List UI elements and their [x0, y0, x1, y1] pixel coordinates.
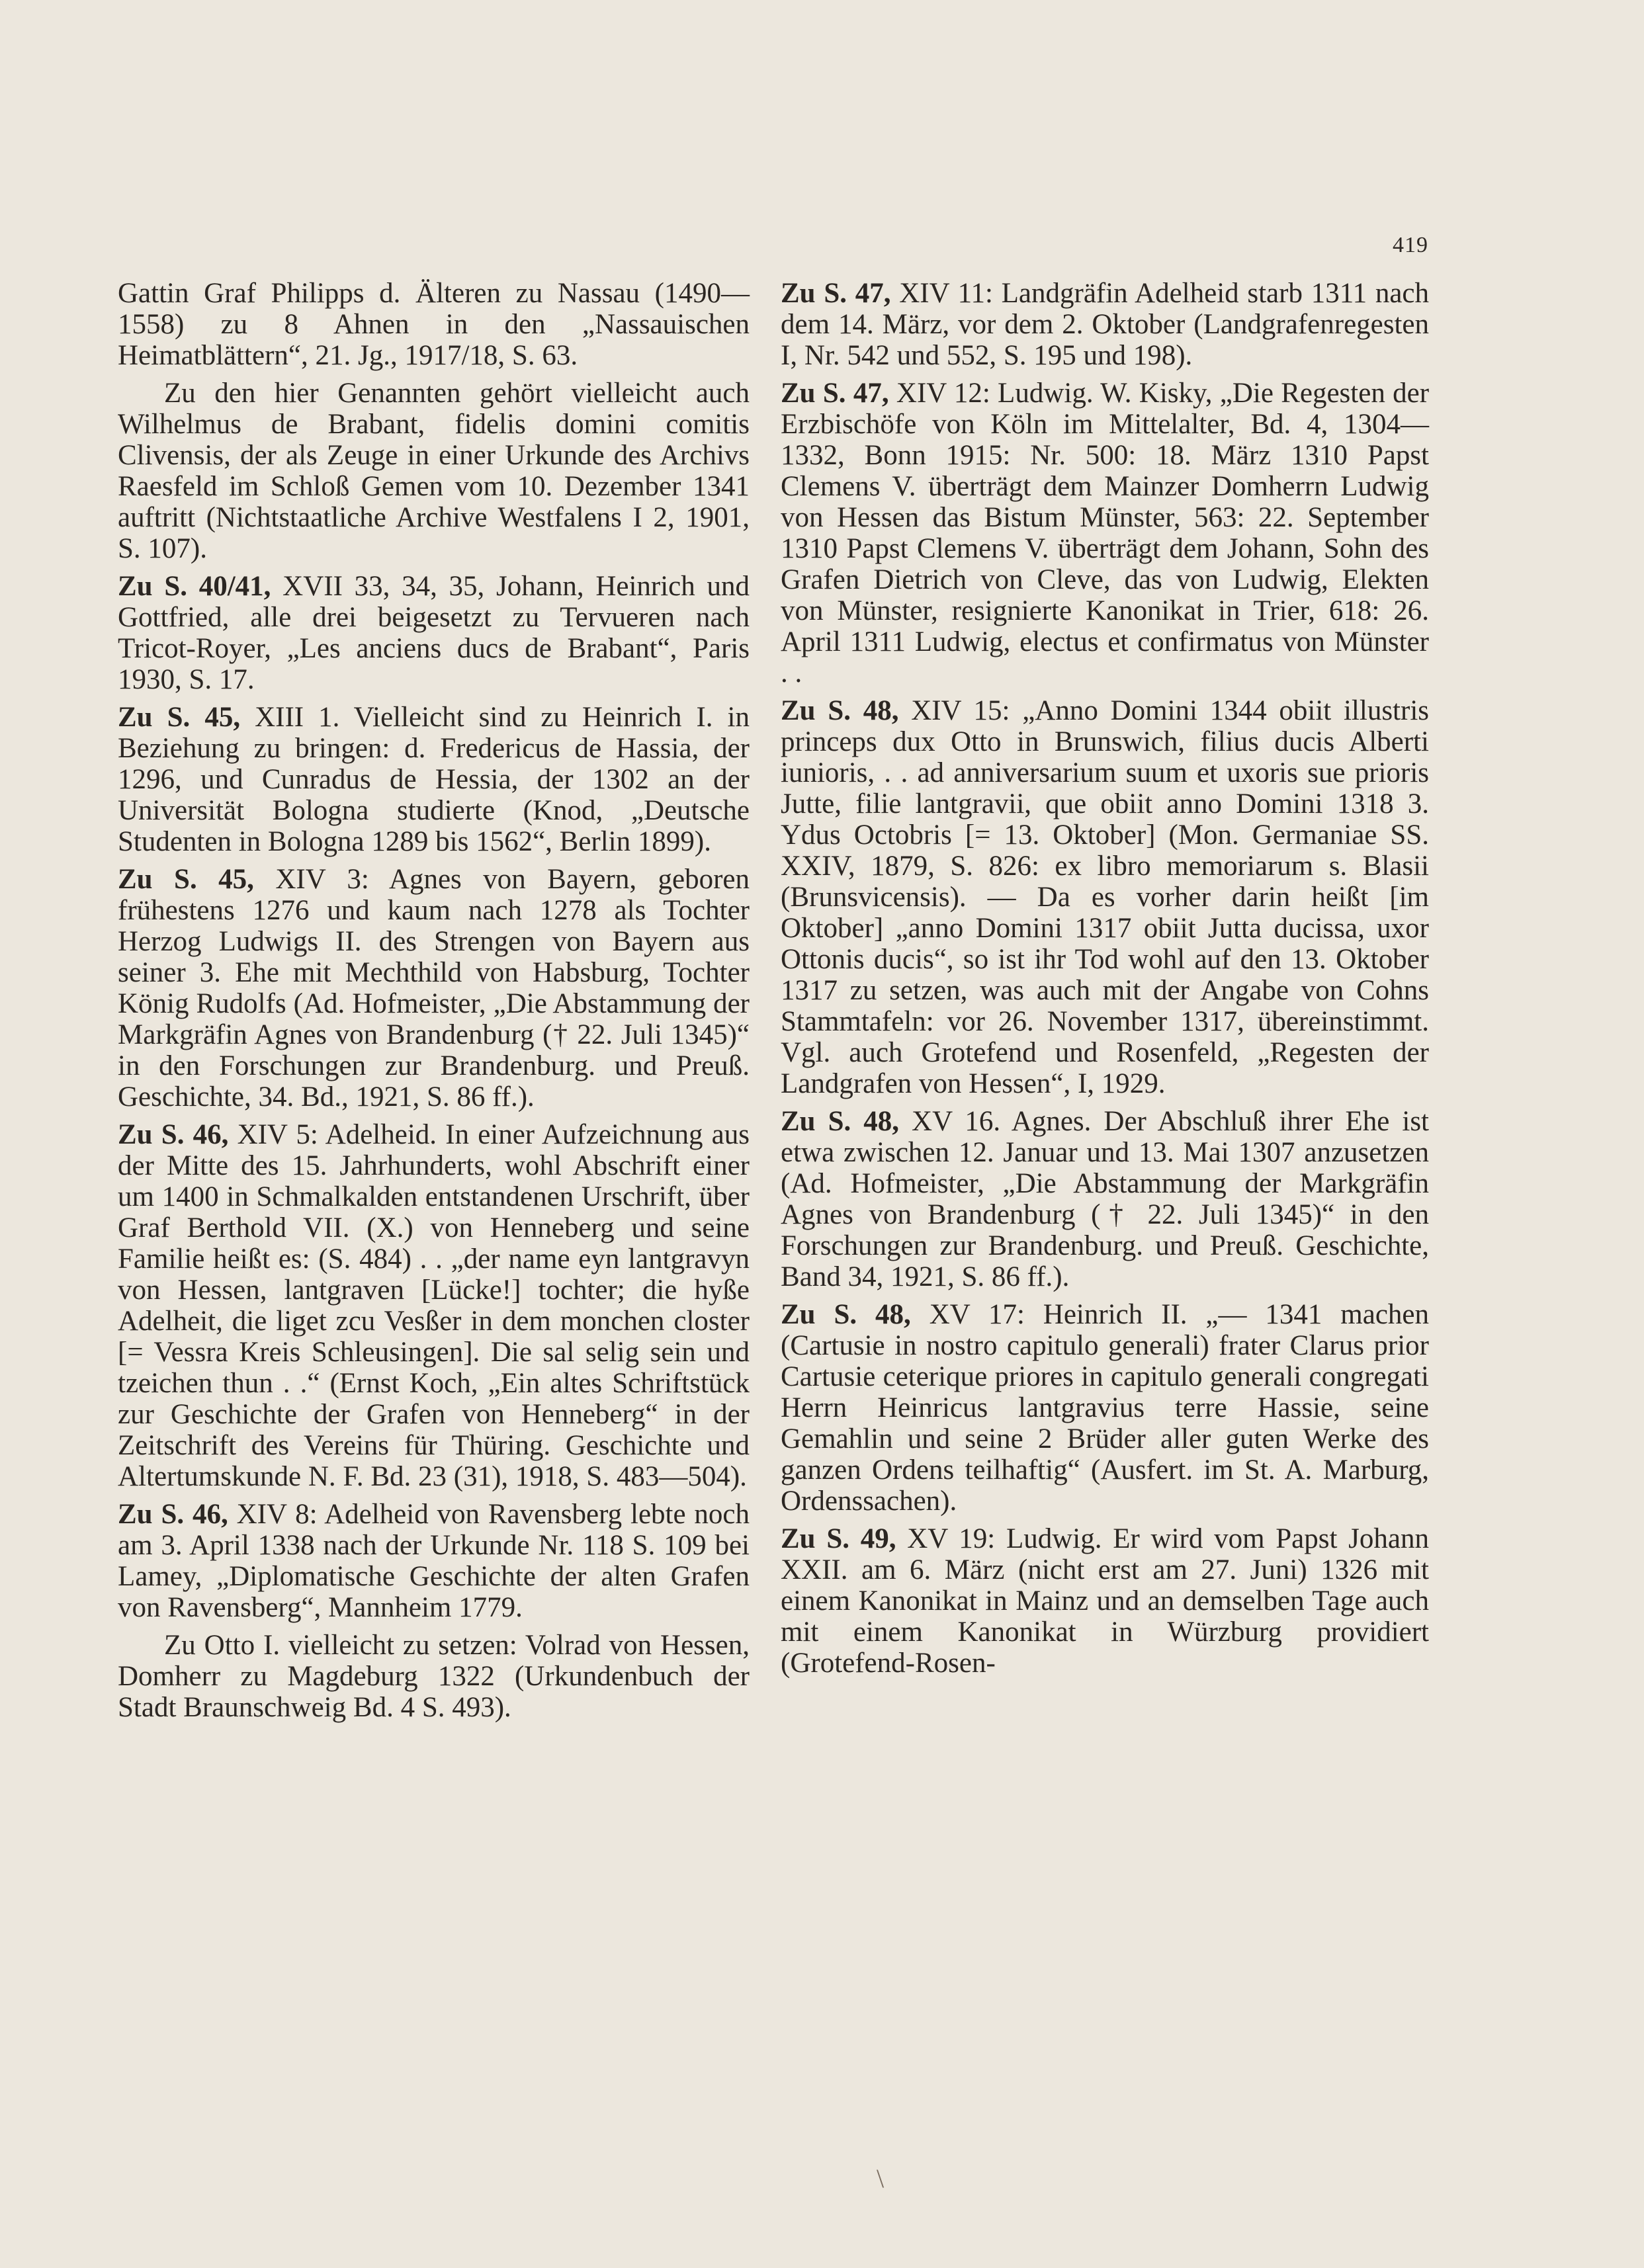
reference-label: Zu S. 45, — [118, 864, 254, 895]
page-number: 419 — [1393, 233, 1428, 257]
reference-label: Zu S. 48, — [781, 695, 899, 726]
reference-label: Zu S. 48, — [781, 1299, 911, 1330]
paragraph-text: XIV 12: Ludwig. W. Kisky, „Die Regesten der Erzbischöfe von Köln im Mittelalter, Bd. 4, 1304—1332, Bonn 1915: Nr. 500: 18. März 1310 Papst Clemens V. überträgt dem Mainzer Domherrn Ludwig von Hessen das Bistum Münster, 563: 22. September 1310 Papst Clemens V. überträgt dem Johann, Sohn des Grafen Dietrich von Cleve, das von Ludwig, Elekten von Münster, resignierte Kanonikat in Trier, 618: 26. April 1311 Ludwig, electus et confirmatus von Münster . . — [781, 378, 1430, 689]
reference-label: Zu S. 49, — [781, 1523, 896, 1554]
paragraph-text: Zu den hier Genannten gehört vielleicht auch Wilhelmus de Brabant, fidelis domini comitis Clivensis, der als Zeuge in einer Urkunde des Archivs Raesfeld im Schloß Gemen vom 10. Dezember 1341 auftritt (Nichtstaatliche Archive Westfalens I 2, 1901, S. 107). — [118, 378, 750, 564]
paragraph-text: XVII 33, 34, 35, Johann, Heinrich und Gottfried, alle drei beigesetzt zu Tervueren nach Tricot-Royer, „Les anciens ducs de Brabant“, Paris 1930, S. 17. — [118, 571, 750, 695]
paragraph — [781, 1299, 1429, 1517]
paragraph — [781, 1523, 1429, 1679]
paragraph-text: XIII 1. Vielleicht sind zu Heinrich I. in Beziehung zu bringen: d. Fredericus de Hassia, der 1296, und Cunradus de Hessia, der 1302 an der Universität Bologna studierte (Knod, „Deutsche Studenten in Bologna 1289 bis 1562“, Berlin 1899). — [118, 702, 750, 857]
paragraph — [781, 278, 1429, 371]
reference-label: Zu S. 40/41, — [118, 571, 271, 602]
paragraph — [118, 378, 750, 564]
paragraph-text: XV 19: Ludwig. Er wird vom Papst Johann XXII. am 6. März (nicht erst am 27. Juni) 1326 mit einem Kanonikat in Mainz und an demselben Tage auch mit einem Kanonikat in Würzburg providiert (Grotefend-Rosen- — [781, 1523, 1429, 1679]
paragraph — [118, 1119, 750, 1492]
paragraph — [118, 571, 750, 695]
paragraph-text: Zu Otto I. vielleicht zu setzen: Volrad von Hessen, Domherr zu Magdeburg 1322 (Urkundenbuch der Stadt Braunschweig Bd. 4 S. 493). — [118, 1630, 750, 1723]
paragraph-text: XIV 11: Landgräfin Adelheid starb 1311 nach dem 14. März, vor dem 2. Oktober (Landgrafenregesten I, Nr. 542 und 552, S. 195 und 198). — [781, 278, 1429, 371]
reference-label: Zu S. 45, — [118, 702, 241, 733]
bottom-mark: \ — [877, 2163, 885, 2193]
reference-label: Zu S. 48, — [781, 1106, 900, 1137]
paragraph — [118, 1630, 750, 1723]
paragraph-text: XIV 15: „Anno Domini 1344 obiit illustris princeps dux Otto in Brunswich, filius ducis Alberti iunioris, . . ad anniversarium suum et uxoris sue prioris Jutte, filie lantgravii, que obiit anno Domini 1318 3. Ydus Octobris [= 13. Oktober] (Mon. Germaniae SS. XXIV, 1879, S. 826: ex libro memoriarum s. Blasii (Brunsvicensis). — Da es vorher darin heißt [im Oktober] „anno Domini 1317 obiit Jutta ducissa, uxor Ottonis ducis“, so ist ihr Tod wohl auf den 13. Oktober 1317 zu setzen, was auch mit der Angabe von Cohns Stammtafeln: vor 26. November 1317, übereinstimmt. Vgl. auch Grotefend und Rosenfeld, „Regesten der Landgrafen von Hessen“, I, 1929. — [781, 695, 1429, 1099]
paragraph — [781, 1106, 1429, 1292]
paragraph — [118, 1499, 750, 1623]
paragraph — [118, 864, 750, 1113]
left-column — [118, 278, 750, 1730]
reference-label: Zu S. 47, — [781, 378, 889, 409]
paragraph — [118, 278, 750, 371]
paragraph — [118, 702, 750, 857]
paragraph-text: XIV 3: Agnes von Bayern, geboren frühestens 1276 und kaum nach 1278 als Tochter Herzog Ludwigs II. des Strengen von Bayern aus seiner 3. Ehe mit Mechthild von Habsburg, Tochter König Rudolfs (Ad. Hofmeister, „Die Abstammung der Markgräfin Agnes von Brandenburg († 22. Juli 1345)“ in den Forschungen zur Brandenburg. und Preuß. Geschichte, 34. Bd., 1921, S. 86 ff.). — [118, 864, 750, 1113]
paragraph-text: XIV 8: Adelheid von Ravensberg lebte noch am 3. April 1338 nach der Urkunde Nr. 118 S. 109 bei Lamey, „Diplomatische Geschichte der alten Grafen von Ravensberg“, Mannheim 1779. — [118, 1499, 750, 1623]
paragraph-text: XV 16. Agnes. Der Abschluß ihrer Ehe ist etwa zwischen 12. Januar und 13. Mai 1307 anzusetzen (Ad. Hofmeister, „Die Abstammung der Markgräfin Agnes von Brandenburg († 22. Juli 1345)“ in den Forschungen zur Brandenburg. und Preuß. Geschichte, Band 34, 1921, S. 86 ff.). — [781, 1106, 1429, 1292]
paragraph — [781, 378, 1429, 689]
reference-label: Zu S. 47, — [781, 278, 891, 309]
paragraph-text: XV 17: Heinrich II. „— 1341 machen (Cartusie in nostro capitulo generali) frater Clarus prior Cartusie ceterique priores in capitulo generali congregati Herrn Heinricus lantgravius terre Hassie, seine Gemahlin und seine 2 Brüder aller guten Werke des ganzen Ordens teilhaftig“ (Ausfert. im St. A. Marburg, Ordenssachen). — [781, 1299, 1430, 1517]
paragraph — [781, 695, 1429, 1099]
right-column — [781, 278, 1429, 1685]
reference-label: Zu S. 46, — [118, 1499, 228, 1530]
paragraph-text: XIV 5: Adelheid. In einer Aufzeichnung aus der Mitte des 15. Jahrhunderts, wohl Abschrift einer um 1400 in Schmalkalden entstandenen Urschrift, über Graf Berthold VII. (X.) von Henneberg und seine Familie heißt es: (S. 484) . . „der name eyn lantgravyn von Hessen, lantgraven [Lücke!] tochter; die hyße Adelheit, die liget zcu Vesßer in dem monchen closter [= Vessra Kreis Schleusingen]. Die sal selig sein und tzeichen thun . .“ (Ernst Koch, „Ein altes Schriftstück zur Geschichte der Grafen von Henneberg“ in der Zeitschrift des Vereins für Thüring. Geschichte und Altertumskunde N. F. Bd. 23 (31), 1918, S. 483—504). — [118, 1119, 750, 1492]
paragraph-text: Gattin Graf Philipps d. Älteren zu Nassau (1490—1558) zu 8 Ahnen in den „Nassauischen Heimatblättern“, 21. Jg., 1917/18, S. 63. — [118, 278, 750, 371]
reference-label: Zu S. 46, — [118, 1119, 229, 1150]
